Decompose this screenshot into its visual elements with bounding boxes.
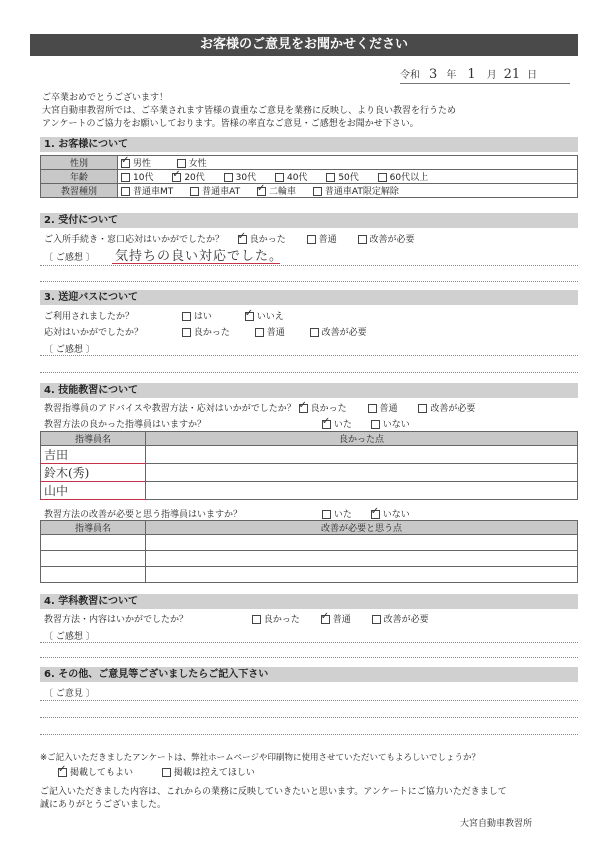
comment-underline (112, 263, 280, 264)
bus-comment-label: 〔 ご感想 〕 (44, 345, 95, 355)
checkbox-female[interactable] (177, 159, 186, 168)
checkbox-reception-improve[interactable] (358, 235, 367, 244)
closing-text: ご記入いただきました内容は、これからの業務に反映していきたいと思います。アンケートにご協力いただきまして 誠にありがとうございました。 (40, 787, 507, 810)
checkbox-bus-yes[interactable] (182, 312, 191, 321)
section-2-heading: 2. 受付について (40, 213, 578, 228)
checkbox-publish-ok[interactable] (58, 768, 67, 777)
checkbox-course-at-limit[interactable] (313, 187, 322, 196)
checkbox-age-50[interactable] (326, 173, 335, 182)
checkbox-reception-good[interactable] (238, 235, 247, 244)
reception-question: ご入所手続き・窓口応対はいかがでしたか？ (44, 235, 225, 245)
checkbox-improve-instructor-no[interactable] (371, 510, 380, 519)
checkbox-skill-good[interactable] (299, 404, 308, 413)
section-5-heading: 4. 学科教習について (40, 594, 578, 609)
checkbox-bus-normal[interactable] (255, 328, 264, 337)
class-comment-label: 〔 ご感想 〕 (44, 632, 95, 642)
instructor-name[interactable]: 鈴木(秀) (41, 464, 146, 482)
checkbox-skill-normal[interactable] (368, 404, 377, 413)
checkbox-skill-improve[interactable] (418, 404, 427, 413)
checkbox-course-mt[interactable] (121, 187, 130, 196)
customer-table: 性別 ✓ 男性 女性 年齢 10代 ✓ 20代 30代 40代 50代 60代以上 教習種別 普通車MT 普通車AT ✓ 二輪車 普通車AT限定解除 (40, 155, 578, 198)
good-instructor-table: 指導員名 良かった点 吉田 鈴木(秀) 山中 (40, 431, 578, 500)
consent-question: ※ご記入いただきましたアンケートは、弊社ホームページや印刷物に使用させていただいてもよろしいでしょうか？ (40, 753, 480, 763)
instructor-name[interactable]: 山中 (41, 482, 146, 500)
school-name: 大宮自動車教習所 (460, 819, 533, 829)
section-1-heading: 1. お客様について (40, 137, 578, 152)
checkbox-male[interactable] (121, 159, 130, 168)
page-title: お客様のご意見をお聞かせください (30, 34, 578, 56)
section-3-heading: 3. 送迎バスについて (40, 290, 578, 305)
checkbox-good-instructor-yes[interactable] (322, 420, 331, 429)
section-4-heading: 4. 技能教習について (40, 383, 578, 398)
checkbox-bus-no[interactable] (245, 312, 254, 321)
checkbox-age-60[interactable] (378, 173, 387, 182)
instructor-name[interactable]: 吉田 (41, 446, 146, 464)
checkbox-bus-improve[interactable] (310, 328, 319, 337)
year-value[interactable]: 3 (429, 67, 438, 82)
reception-comment[interactable]: 気持ちの良い対応でした。 (115, 249, 284, 264)
checkbox-improve-instructor-yes[interactable] (322, 510, 331, 519)
month-value[interactable]: 1 (467, 67, 476, 82)
day-value[interactable]: 21 (503, 67, 521, 82)
checkbox-course-at[interactable] (190, 187, 199, 196)
checkbox-class-good[interactable] (252, 615, 261, 624)
checkbox-publish-no[interactable] (162, 768, 171, 777)
checkbox-class-normal[interactable] (321, 615, 330, 624)
checkbox-good-instructor-no[interactable] (371, 420, 380, 429)
intro-text: ご卒業おめでとうございます！ 大宮自動車教習所では、ご卒業されます皆様の貴重なご意見を業務に反映し、より良い教習を行うため アンケートのご協力をお願いしております。皆様の率直なご意見・ご感想をお聞かせ下さい。 (42, 93, 457, 129)
checkbox-age-10[interactable] (121, 173, 130, 182)
checkbox-bus-good[interactable] (182, 328, 191, 337)
reception-comment-label: 〔 ご感想 〕 (44, 253, 95, 263)
section-6-heading: 6. その他、ご意見等ございましたらご記入下さい (40, 667, 578, 682)
checkbox-course-motorcycle[interactable] (257, 187, 266, 196)
checkbox-age-20[interactable] (172, 173, 181, 182)
checkbox-reception-normal[interactable] (307, 235, 316, 244)
improve-instructor-table: 指導員名 改善が必要と思う点 (40, 520, 578, 583)
checkbox-age-40[interactable] (275, 173, 284, 182)
checkbox-age-30[interactable] (224, 173, 233, 182)
era: 令和 (400, 70, 420, 81)
checkbox-class-improve[interactable] (372, 615, 381, 624)
other-comment-label: 〔 ご意見 〕 (44, 689, 95, 699)
date-line: 令和 3 年 1 月 21 日 (400, 67, 538, 82)
